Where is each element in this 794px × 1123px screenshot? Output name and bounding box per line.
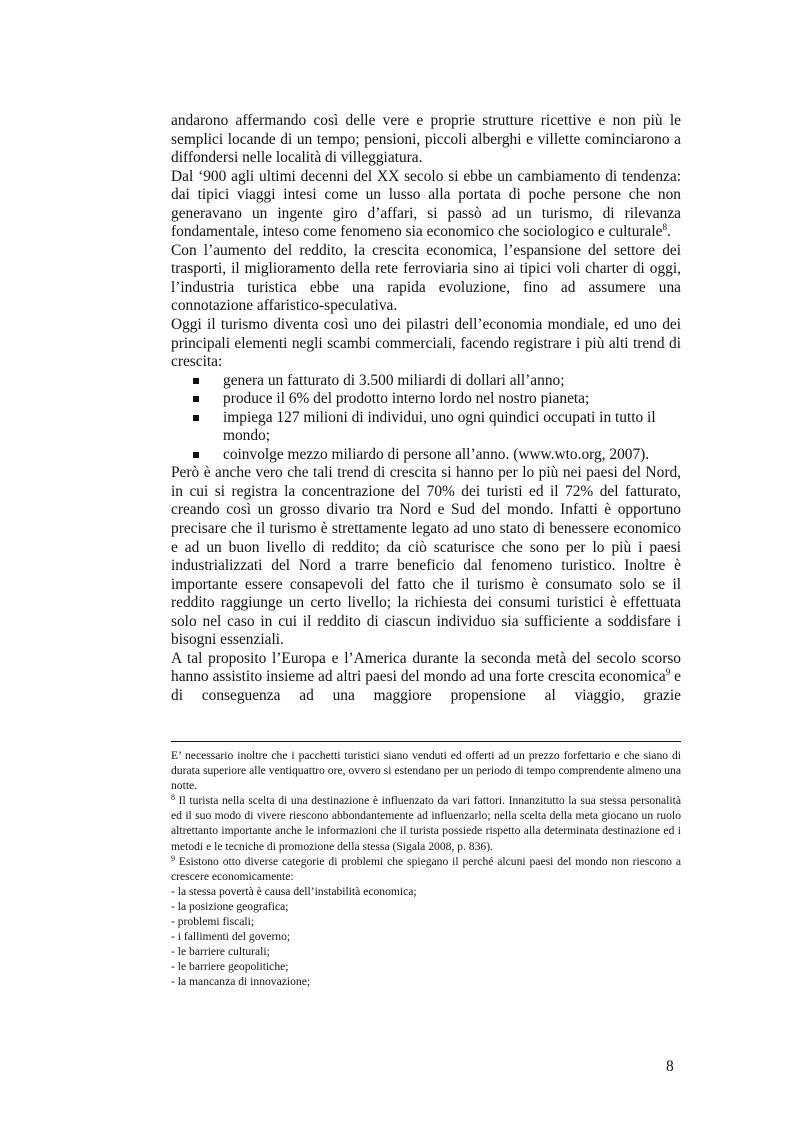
list-item: - problemi fiscali; <box>171 915 255 929</box>
page-number: 8 <box>666 1058 674 1075</box>
footnote-8-text: Il turista nella scelta di una destinazione è influenzato da vari fattori. Innanzitutto la sua stessa personalità ed il suo modo di vivere riescono abbondantemente ad influenzarlo; nella scelta della meta giocano un ruolo altrettanto importante anche le informazioni che il turista possiede rispetto alla determinata destinazione ed i metodi e le tecniche di promozione della stessa (Sigala 2008, p. 836). <box>171 794 681 853</box>
list-item: - la posizione geografica; <box>171 899 289 913</box>
list-item: - le barriere culturali; <box>171 945 270 959</box>
list-item: - le barriere geopolitiche; <box>171 960 289 974</box>
footnote-9 <box>171 854 681 884</box>
paragraph-3: Con l’aumento del reddito, la crescita economica, l’espansione del settore dei trasporti, il miglioramento della rete ferroviaria sino ai tipici voli charter di oggi, l’industria turistica ebbe una rapida evoluzione, fino ad assumere una connotazione affaristico-speculativa. <box>171 241 681 315</box>
footnote-8 <box>171 793 681 853</box>
footnote-9-list <box>171 884 681 990</box>
footnote-9-mark: 9 <box>171 853 175 863</box>
footnote-continued: E’ necessario inoltre che i pacchetti turistici siano venduti ed offerti ad un prezzo forfettario e che siano di durata superiore alle ventiquattro ore, ovvero si estendano per un periodo di tempo comprendente almeno una notte. <box>171 749 681 793</box>
paragraph-5: Però è anche vero che tali trend di crescita si hanno per lo più nei paesi del Nord, in cui si registra la concentrazione del 70% dei turisti ed il 72% del fatturato, creando così un grosso divario tra Nord e Sud del mondo. Infatti è opportuno precisare che il turismo è strettamente legato ad uno stato di benessere economico e ad un buon livello di reddito; da ciò scaturisce che sono per lo più i paesi industrializzati del Nord a trarre beneficio dal fenomeno turistico. Inoltre è importante essere consapevoli del fatto che il turismo è consumato solo se il reddito raggiunge un certo livello; la richiesta dei consumi turistici è effettuata solo nel caso in cui il reddito di ciascun individuo sia sufficiente a soddisfare i bisogni essenziali. <box>171 464 681 649</box>
footnote-9-text: Esistono otto diverse categorie di problemi che spiegano il perché alcuni paesi del mondo non riescono a crescere economicamente: <box>171 854 681 883</box>
list-item: - i fallimenti del governo; <box>171 930 291 944</box>
footnote-8-mark: 8 <box>171 793 175 803</box>
list-item: - la stessa povertà è causa dell’instabilità economica; <box>171 884 417 898</box>
paragraph-2-text: Dal ‘900 agli ultimi decenni del XX secolo si ebbe un cambiamento di tendenza: dai tipici viaggi intesi come un lusso alla portata di poche persone che non generavano un ingente giro d’affari, si passò ad un turismo, di rilevanza fondamentale, inteso come fenomeno sia economico che sociologico e culturale <box>171 167 681 241</box>
paragraph-1: andarono affermando così delle vere e proprie strutture ricettive e non più le semplici locande di un tempo; pensioni, piccoli alberghi e villette cominciarono a diffondersi nelle località di villeggiatura. <box>171 112 681 167</box>
paragraph-4: Oggi il turismo diventa così uno dei pilastri dell’economia mondiale, ed uno dei principali elementi negli scambi commerciali, facendo registrare i più alti trend di crescita: <box>171 316 681 371</box>
bullet-item: genera un fatturato di 3.500 miliardi di dollari all’anno; <box>223 372 681 391</box>
paragraph-2-end: . <box>666 223 671 241</box>
footnote-ref-8[interactable]: 8 <box>662 222 667 233</box>
footnote-ref-9[interactable]: 9 <box>665 667 671 678</box>
main-text <box>171 112 681 706</box>
footnotes <box>171 748 681 990</box>
bullet-item: coinvolge mezzo miliardo di persone all’anno. (www.wto.org, 2007). <box>223 446 681 465</box>
bullet-item: produce il 6% del prodotto interno lordo nel nostro pianeta; <box>223 390 681 409</box>
paragraph-6 <box>171 650 681 706</box>
bullet-list <box>171 372 681 465</box>
bullet-item: impiega 127 milioni di individui, uno ogni quindici occupati in tutto il mondo; <box>223 409 681 446</box>
footnote-divider <box>171 741 681 742</box>
paragraph-6-end: e di conseguenza ad una maggiore propensione al viaggio, grazie <box>171 668 681 704</box>
paragraph-6-text: A tal proposito l’Europa e l’America durante la seconda metà del secolo scorso hanno assistito insieme ad altri paesi del mondo ad una forte crescita economica <box>171 649 681 686</box>
paragraph-2 <box>171 168 681 242</box>
list-item: - la mancanza di innovazione; <box>171 975 311 989</box>
